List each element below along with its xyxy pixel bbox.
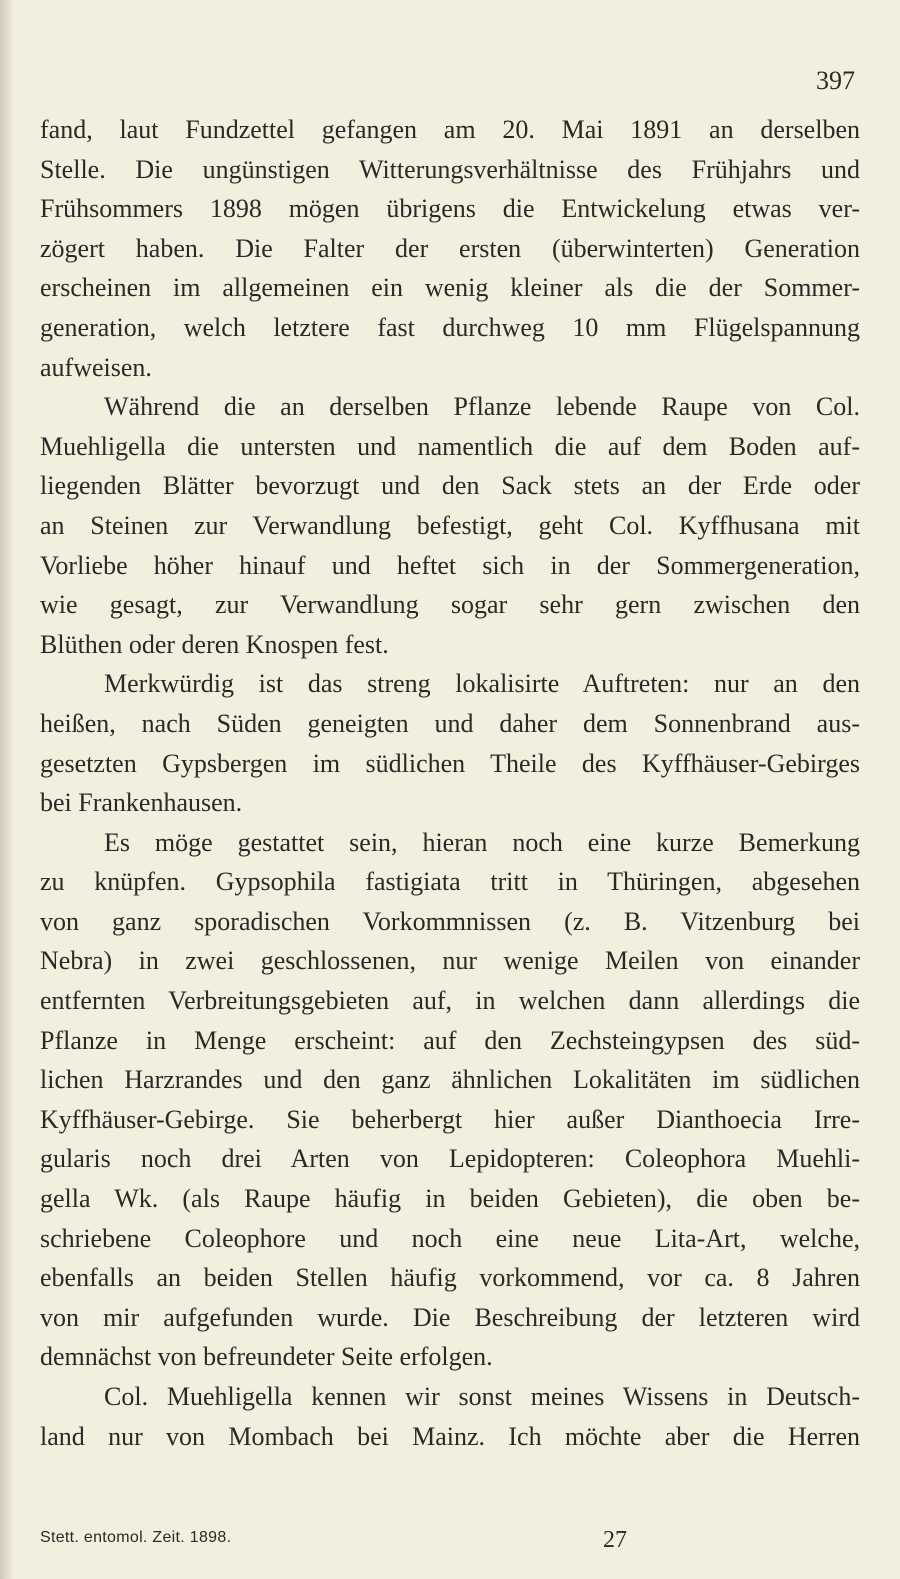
text-line: fand, laut Fundzettel gefangen am 20. Mai 1891 an derselben	[40, 115, 860, 144]
text-line: gesetzten Gypsbergen im südlichen Theile des Kyffhäuser-Gebirges	[40, 748, 860, 778]
page-number: 397	[816, 66, 855, 95]
text-line: Blüthen oder deren Knospen fest.	[40, 629, 389, 659]
text-line: zögert haben. Die Falter der ersten (überwinterten) Generation	[40, 233, 860, 263]
text-line: Stelle. Die ungünstigen Witterungsverhältnisse des Frühjahrs und	[40, 154, 860, 184]
page-footer	[40, 1525, 860, 1555]
text-line: wie gesagt, zur Verwandlung sogar sehr gern zwischen den	[40, 590, 860, 620]
text-line: generation, welch letztere fast durchweg 10 mm Flügelspannung	[40, 312, 860, 342]
journal-citation: Stett. entomol. Zeit. 1898.	[40, 1529, 232, 1546]
text-line: an Steinen zur Verwandlung befestigt, geht Col. Kyffhusana mit	[40, 510, 860, 540]
text-line: entfernten Verbreitungsgebieten auf, in welchen dann allerdings die	[40, 986, 860, 1016]
body-text	[40, 110, 860, 1456]
text-line: bei Frankenhausen.	[40, 788, 243, 818]
text-line: aufweisen.	[40, 352, 152, 382]
text-line: Merkwürdig ist das streng lokalisirte Auftreten: nur an den	[104, 669, 860, 699]
text-line: Pflanze in Menge erscheint: auf den Zechsteingypsen des süd-	[40, 1025, 860, 1055]
text-line: Frühsommers 1898 mögen übrigens die Entwickelung etwas ver-	[40, 194, 860, 224]
text-line: lichen Harzrandes und den ganz ähnlichen Lokalitäten im südlichen	[40, 1065, 860, 1095]
text-line: gella Wk. (als Raupe häufig in beiden Gebieten), die oben be-	[40, 1184, 860, 1214]
text-line: ebenfalls an beiden Stellen häufig vorkommend, vor ca. 8 Jahren	[40, 1263, 860, 1293]
text-line: Nebra) in zwei geschlossenen, nur wenige Meilen von einander	[40, 946, 860, 976]
text-line: erscheinen im allgemeinen ein wenig kleiner als die der Sommer-	[40, 273, 860, 303]
text-line: zu knüpfen. Gypsophila fastigiata tritt in Thüringen, abgesehen	[40, 867, 860, 897]
text-line: gularis noch drei Arten von Lepidopteren: Coleophora Muehli-	[40, 1144, 860, 1174]
text-line: Vorliebe höher hinauf und heftet sich in der Sommergeneration,	[40, 550, 860, 580]
text-line: heißen, nach Süden geneigten und daher dem Sonnenbrand aus-	[40, 708, 860, 738]
text-line: demnächst von befreundeter Seite erfolgen.	[40, 1342, 493, 1372]
text-line: Während die an derselben Pflanze lebende Raupe von Col.	[104, 392, 860, 422]
text-line: von ganz sporadischen Vorkommnissen (z. B. Vitzenburg bei	[40, 906, 860, 936]
text-line: von mir aufgefunden wurde. Die Beschreibung der letzteren wird	[40, 1302, 860, 1332]
text-line: Col. Muehligella kennen wir sonst meines Wissens in Deutsch-	[104, 1382, 860, 1411]
page-edge-shadow	[0, 0, 14, 1579]
text-line: Es möge gestattet sein, hieran noch eine kurze Bemerkung	[104, 827, 860, 857]
signature-mark: 27	[603, 1527, 627, 1553]
text-line: Muehligella die untersten und namentlich die auf dem Boden auf-	[40, 431, 860, 461]
text-line: land nur von Mombach bei Mainz. Ich möchte aber die Herren	[40, 1421, 860, 1451]
text-line: Kyffhäuser-Gebirge. Sie beherbergt hier außer Dianthoecia Irre-	[40, 1104, 860, 1134]
text-line: schriebene Coleophore und noch eine neue Lita-Art, welche,	[40, 1223, 860, 1253]
text-line: liegenden Blätter bevorzugt und den Sack stets an der Erde oder	[40, 471, 860, 501]
